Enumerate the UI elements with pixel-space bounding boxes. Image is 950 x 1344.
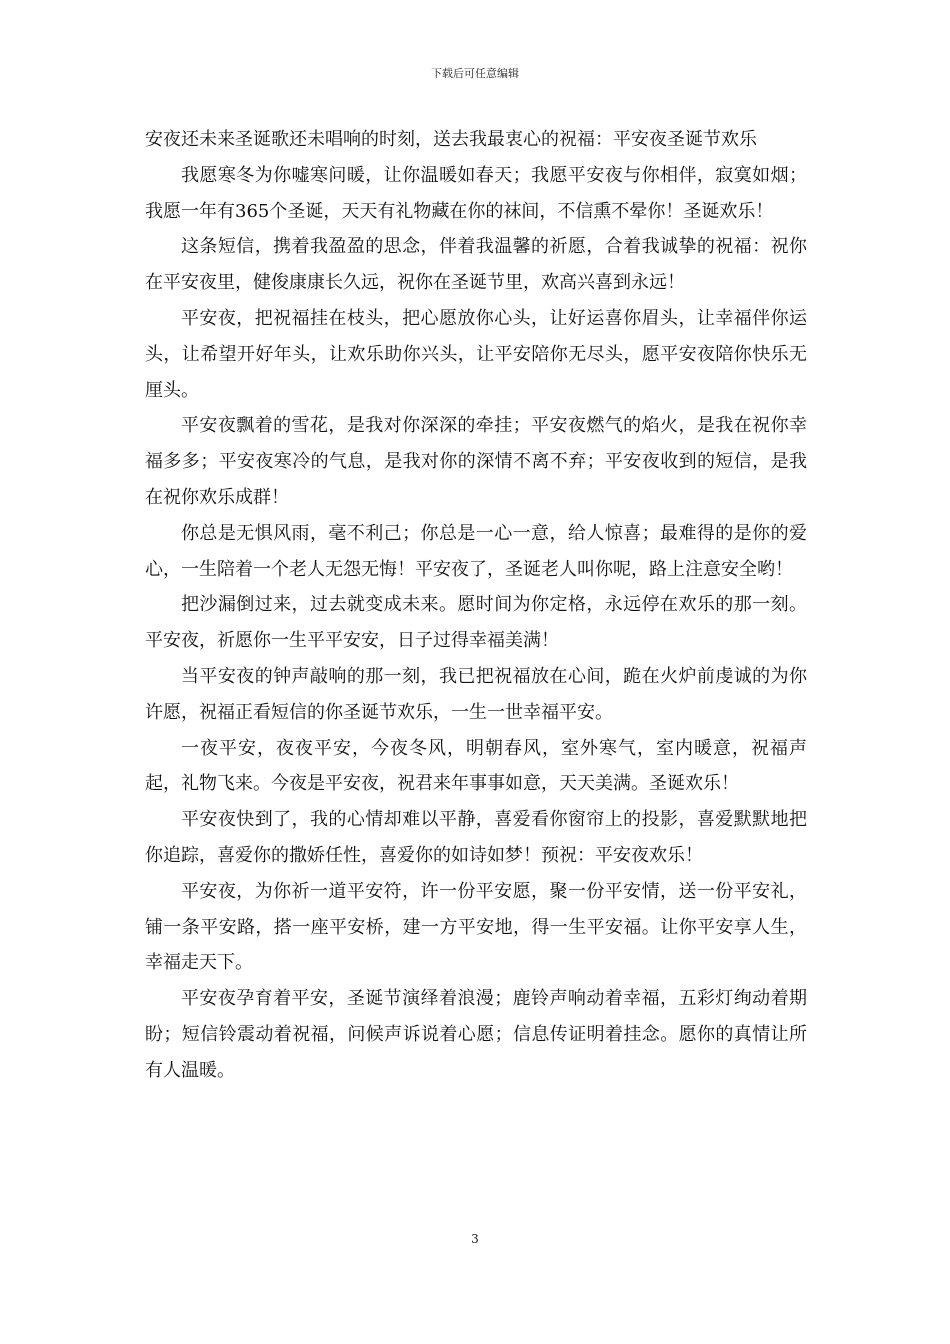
paragraph: 平安夜，为你祈一道平安符，许一份平安愿，聚一份平安情，送一份平安礼，铺一条平安路，搭一座平安桥，建一方平安地，得一生平安福。让你平安享人生，幸福走天下。	[145, 880, 807, 974]
document-body	[145, 122, 807, 1089]
paragraph: 平安夜飘着的雪花，是我对你深深的牵挂；平安夜燃气的焰火，是我在祝你幸福多多；平安夜寒冷的气息，是我对你的深情不离不弃；平安夜收到的短信，是我在祝你欢乐成群！	[145, 415, 807, 508]
paragraph: 平安夜孕育着平安，圣诞节演绎着浪漫；鹿铃声响动着幸福，五彩灯绚动着期盼；短信铃震动着祝福，问候声诉说着心愿；信息传证明着挂念。愿你的真情让所有人温暖。	[145, 988, 807, 1081]
paragraph: 平安夜，把祝福挂在枝头，把心愿放你心头，让好运喜你眉头，让幸福伴你运头，让希望开好年头，让欢乐助你兴头，让平安陪你无尽头，愿平安夜陪你快乐无厘头。	[145, 307, 807, 401]
paragraph: 把沙漏倒过来，过去就变成未来。愿时间为你定格，永远停在欢乐的那一刻。平安夜，祈愿你一生平平安安，日子过得幸福美满！	[145, 594, 807, 652]
paragraph: 我愿寒冬为你嘘寒问暖，让你温暖如春天；我愿平安夜与你相伴，寂寞如烟；我愿一年有365个圣诞，天天有礼物藏在你的袜间，不信熏不晕你！圣诞欢乐！	[145, 164, 807, 222]
paragraph: 一夜平安，夜夜平安，今夜冬风，明朝春风，室外寒气，室内暖意，祝福声起，礼物飞来。今夜是平安夜，祝君来年事事如意，天天美满。圣诞欢乐！	[145, 737, 807, 795]
paragraph: 这条短信，携着我盈盈的思念，伴着我温馨的祈愿，合着我诚挚的祝福：祝你在平安夜里，健俊康康长久远，祝你在圣诞节里，欢高兴喜到永远！	[145, 236, 807, 294]
paragraph: 当平安夜的钟声敲响的那一刻，我已把祝福放在心间，跪在火炉前虔诚的为你许愿，祝福正看短信的你圣诞节欢乐，一生一世幸福平安。	[145, 665, 807, 723]
page-header: 下载后可任意编辑	[431, 67, 519, 80]
paragraph: 平安夜快到了，我的心情却难以平静，喜爱看你窗帘上的投影，喜爱默默地把你追踪，喜爱你的撒娇任性，喜爱你的如诗如梦！预祝：平安夜欢乐！	[145, 809, 807, 866]
paragraph: 你总是无惧风雨，毫不利己；你总是一心一意，给人惊喜；最难得的是你的爱心，一生陪着一个老人无怨无悔！平安夜了，圣诞老人叫你呢，路上注意安全哟！	[145, 522, 807, 580]
paragraph: 安夜还未来圣诞歌还未唱响的时刻，送去我最衷心的祝福：平安夜圣诞节欢乐	[145, 129, 757, 150]
page-number: 3	[471, 1232, 479, 1246]
